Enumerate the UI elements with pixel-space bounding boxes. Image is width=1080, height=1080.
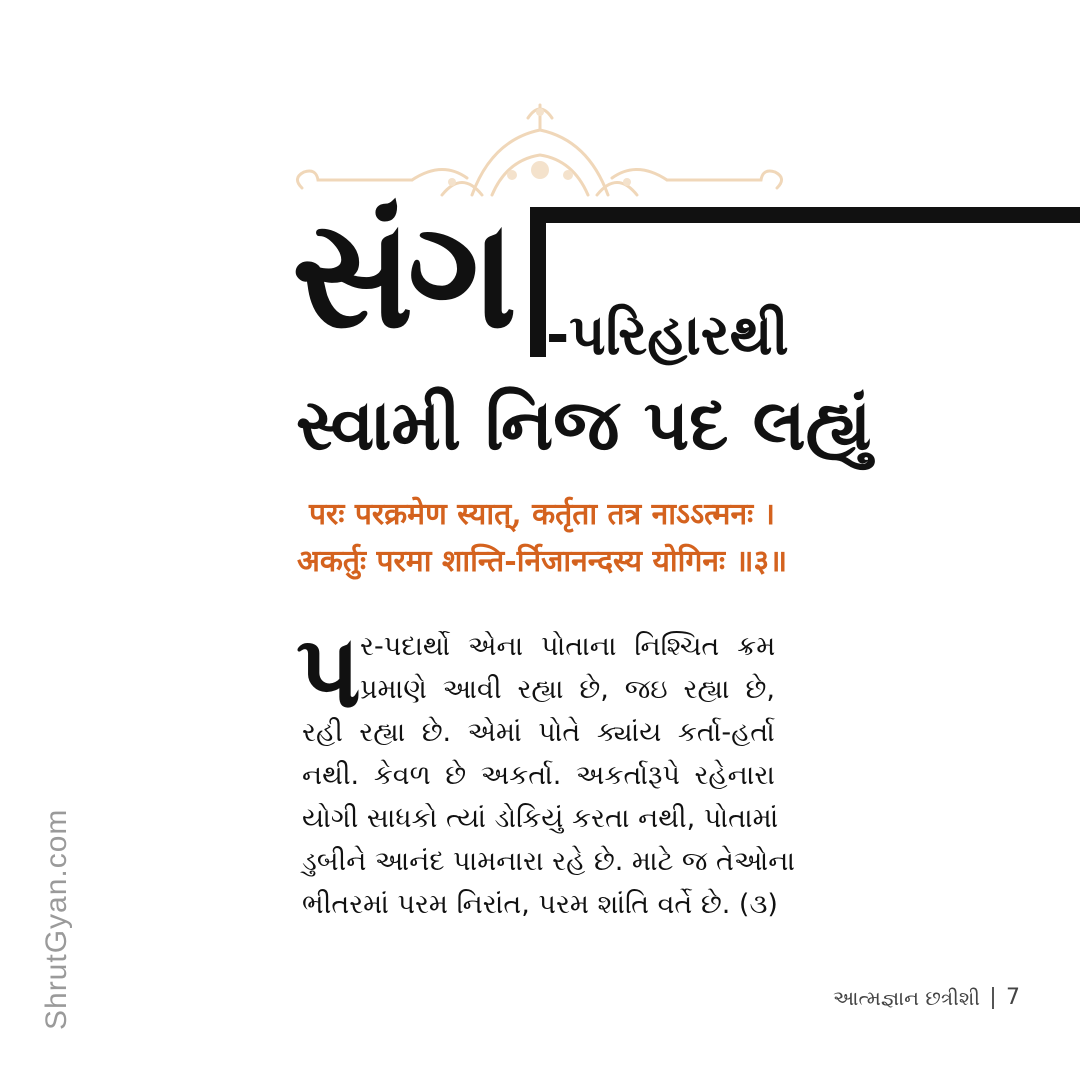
footer-divider [992,987,994,1009]
body-line: નથી. કેવળ છે અકર્તા. અકર્તારૂપે રહેનારા [302,760,775,791]
page-footer [833,985,1020,1010]
body-line: ભીતરમાં પરમ નિરાંત, પરમ શાંતિ વર્તે છે. (૩) [302,889,778,920]
footer-book-title: આત્મજ્ઞાન છત્રીશી [833,985,980,1010]
title-main-word: સંગ [292,188,512,362]
title-bracket-side-bar [530,207,546,357]
body-line: રહી રહ્યા છે. એમાં પોતે ક્યાંય કર્તા-હર્તા [302,717,775,748]
body-line: પ્રમાણે આવી રહ્યા છે, જઇ રહ્યા છે, [360,674,775,705]
body-line: યોગી સાધકો ત્યાં ડોકિયું કરતા નથી, પોતામાં [302,803,779,834]
title-suffix: -પરિહારથી [546,303,789,368]
page-number: 7 [1006,985,1020,1010]
body-line: ર-પદાર્થો એના પોતાના નિશ્ચિત ક્રમ [360,631,776,662]
title-bracket-top-bar [530,207,1080,223]
body-line: ડુબીને આનંદ પામનારા રહે છે. માટે જ તેઓના [302,846,795,877]
site-watermark: ShrutGyan.com [40,808,73,1030]
title-line-2: સ્વામી નિજ પદ લહ્યું [296,384,872,466]
shloka-line-2: अकर्तुः परमा शान्ति-र्निजानन्दस्य योगिनः ॥३॥ [296,544,788,579]
shloka-line-1: परः परक्रमेण स्यात्, कर्तृता तत्र नाऽऽत्मनः । [309,497,775,532]
drop-cap: પ [296,613,361,730]
